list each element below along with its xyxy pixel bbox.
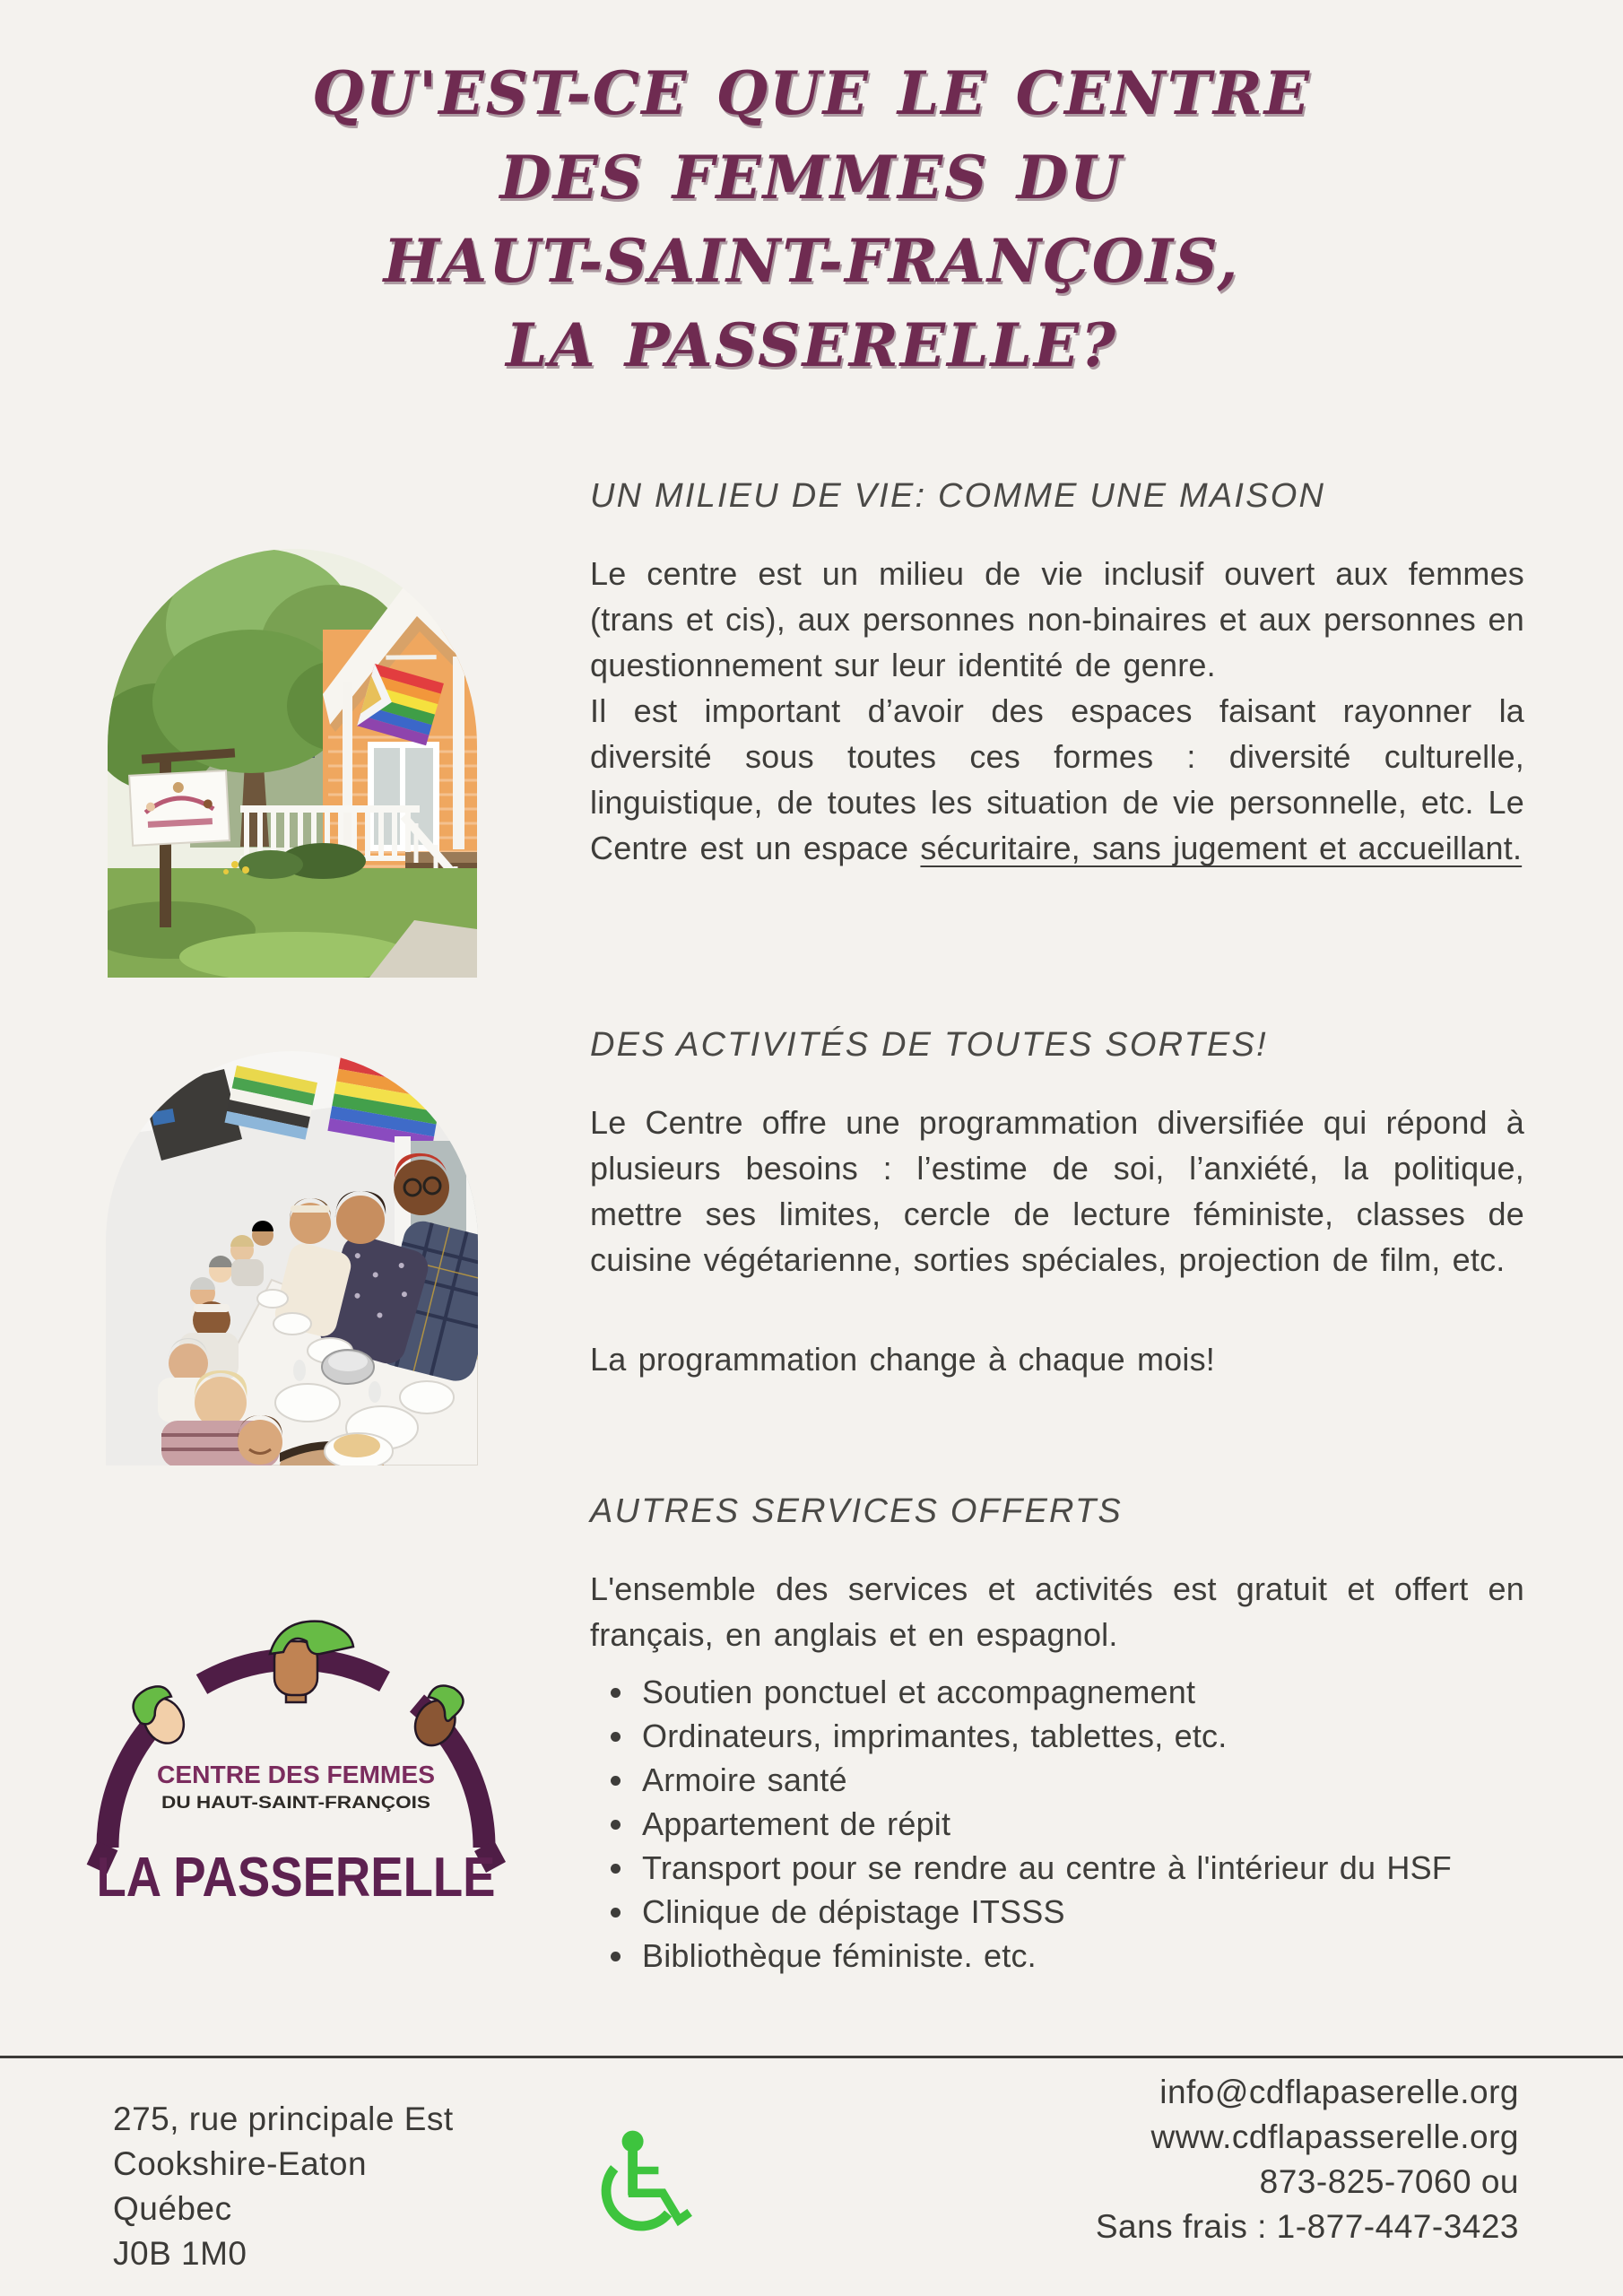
section-activites — [590, 1024, 1524, 1382]
title-line-3: HAUT-SAINT-FRANÇOIS, — [383, 226, 1240, 297]
paragraph-text: La programmation change à chaque mois! — [590, 1341, 1216, 1378]
section-heading: AUTRES SERVICES OFFERTS — [590, 1492, 1123, 1530]
section-heading: UN MILIEU DE VIE: COMME UNE MAISON — [590, 477, 1326, 515]
address-line: Québec — [113, 2190, 232, 2227]
list-item: • Bibliothèque féministe. etc. — [637, 1934, 1524, 1978]
contact-tollfree: Sans frais : 1-877-447-3423 — [1095, 2208, 1519, 2245]
logo-line-2: DU HAUT-SAINT-FRANÇOIS — [161, 1794, 430, 1813]
section-paragraph — [590, 1336, 1524, 1382]
logo-line-1: CENTRE DES FEMMES — [157, 1761, 435, 1788]
wheelchair-glyph — [576, 2127, 694, 2248]
address-line: Cookshire-Eaton — [113, 2145, 368, 2182]
list-item: • Soutien ponctuel et accompagnement — [637, 1670, 1524, 1714]
contact-phone: 873-825-7060 ou — [1259, 2163, 1519, 2200]
contact-website: www.cdflapasserelle.org — [1150, 2118, 1519, 2155]
footer-divider — [0, 2056, 1623, 2058]
dinner-illustration — [106, 1051, 478, 1465]
title-line-2: DES FEMMES DU — [499, 142, 1124, 213]
list-item: • Transport pour se rendre au centre à l'intérieur du HSF — [637, 1846, 1524, 1890]
section-paragraph — [590, 1100, 1524, 1283]
contact-email: info@cdflapaserelle.org — [1159, 2074, 1519, 2110]
centre-exterior-photo — [108, 549, 477, 978]
section-autres-services — [590, 1491, 1524, 1978]
list-item: • Ordinateurs, imprimantes, tablettes, etc. — [637, 1714, 1524, 1758]
title-line-1: QU'EST-CE QUE LE CENTRE — [311, 58, 1312, 128]
paragraph-text: Il est important d’avoir des espaces faisant rayonner la diversité sous toutes ces formes : diversité culturelle, linguistique, de toutes les situation de vie personnelle, etc. Le Centre est un espace — [590, 692, 1524, 866]
section-milieu-de-vie — [590, 475, 1524, 871]
list-item: • Clinique de dépistage ITSSS — [637, 1890, 1524, 1934]
section-paragraph — [590, 1566, 1524, 1657]
paragraph-text: L'ensemble des services et activités est gratuit et offert en français, en anglais et en espagnol. — [590, 1570, 1524, 1653]
underlined-phrase: sécuritaire, sans jugement et accueillant. — [920, 830, 1523, 866]
list-item: • Armoire santé — [637, 1758, 1524, 1802]
title-line-4: LA PASSERELLE? — [506, 310, 1117, 381]
address-line: 275, rue principale Est — [113, 2100, 454, 2137]
services-list — [590, 1670, 1524, 1978]
la-passerelle-logo — [85, 1607, 507, 1923]
section-paragraph — [590, 688, 1524, 871]
list-item: • Appartement de répit — [637, 1802, 1524, 1846]
section-heading: DES ACTIVITÉS DE TOUTES SORTES! — [590, 1026, 1268, 1064]
wheelchair-icon — [576, 2127, 694, 2264]
paragraph-text: Le centre est un milieu de vie inclusif ouvert aux femmes (trans et cis), aux personnes non-binaires et aux personnes en questionnement sur leur identité de genre. — [590, 555, 1524, 683]
group-meal-photo — [106, 1051, 478, 1465]
logo-wordmark: LA PASSERELLE — [96, 1847, 496, 1909]
logo-illustration — [85, 1607, 507, 1921]
page-title — [0, 52, 1623, 388]
paragraph-text: Le Centre offre une programmation diversifiée qui répond à plusieurs besoins : l’estime de soi, l’anxiété, la politique, mettre ses limites, cercle de lecture féministe, classes de cuisine végétarienne, sorties spéciales, projection de film, etc. — [590, 1104, 1524, 1278]
section-paragraph — [590, 551, 1524, 688]
house-illustration — [108, 549, 477, 978]
address-block — [113, 2097, 454, 2276]
contact-block — [1096, 2070, 1519, 2249]
address-line: J0B 1M0 — [113, 2235, 247, 2272]
